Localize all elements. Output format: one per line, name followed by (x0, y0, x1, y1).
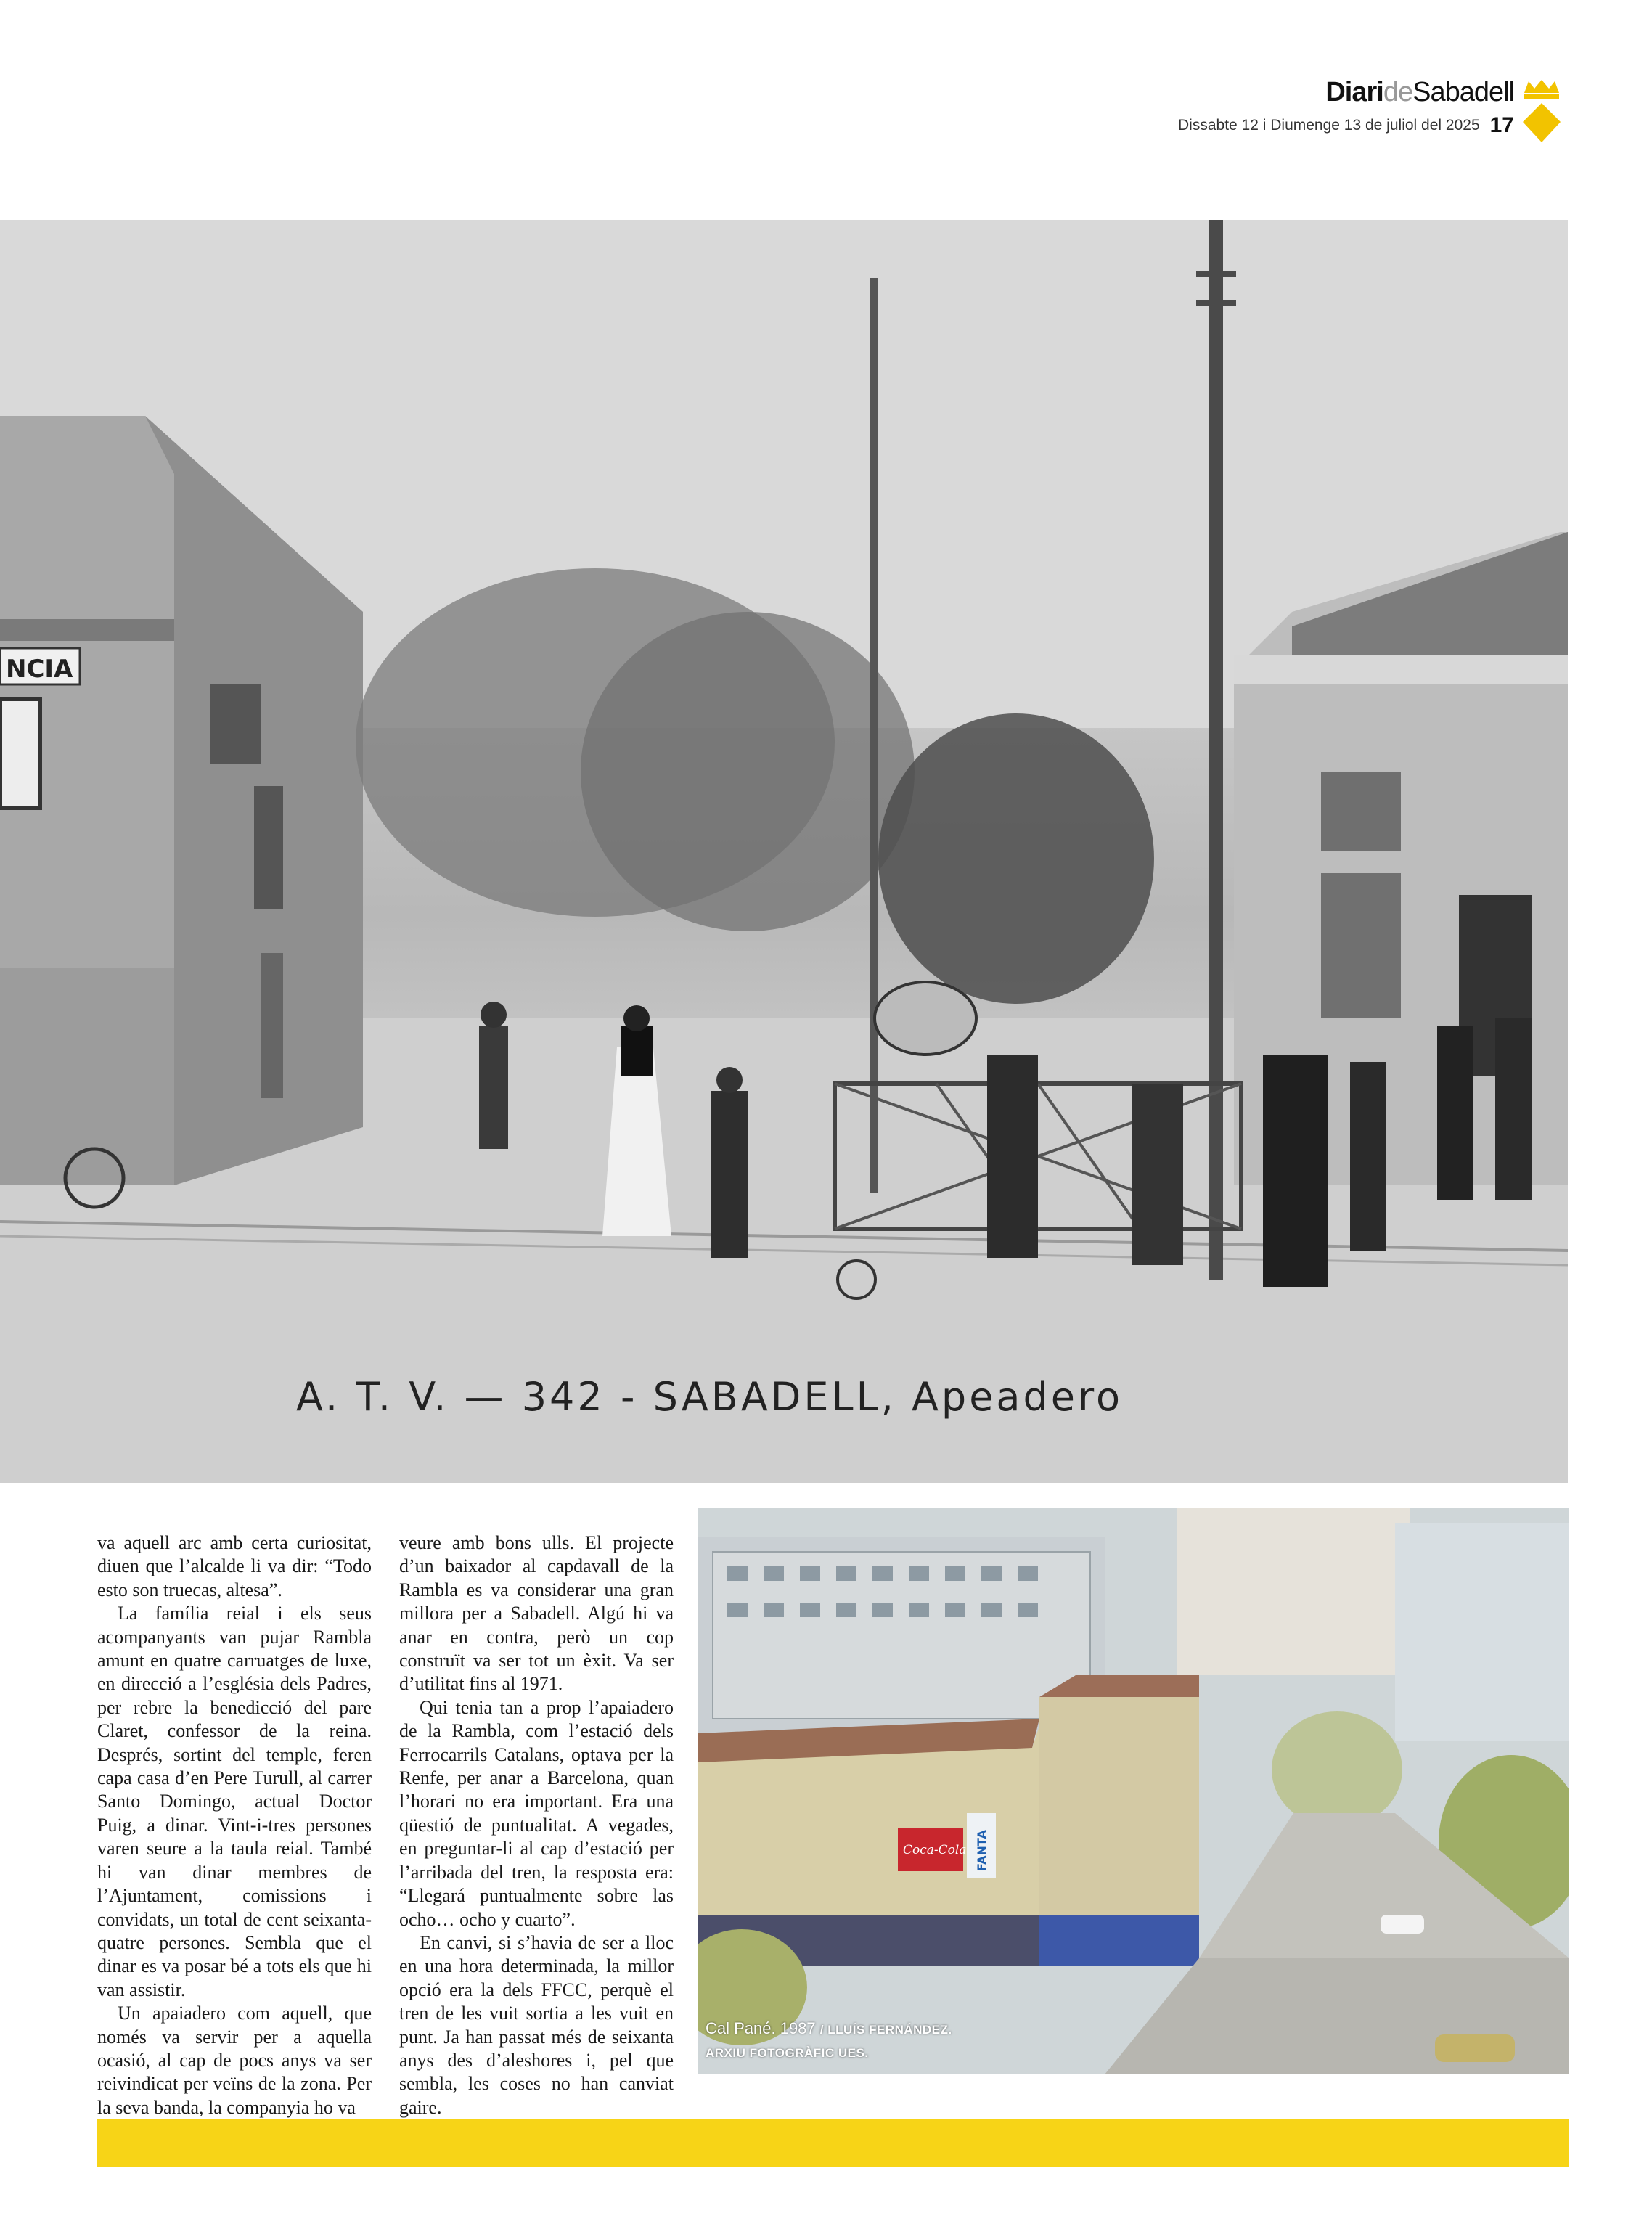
brand-part2: de (1383, 77, 1413, 107)
postcard-caption: A. T. V. — 342 - SABADELL, Apeadero (296, 1374, 1124, 1420)
article-paragraph: va aquell arc amb certa curiositat, diuen que l’alcalde li va dir: “Todo esto son truecas, altesa”. (97, 1532, 372, 1600)
main-photo-drawing (0, 220, 1568, 1483)
article-paragraph: Un apaiadero com aquell, que només va servir per a aquella ocasió, al cap de pocs anys va ser reivindicat per veïns de la zona. Per la seva banda, la companyia ho va (97, 2003, 372, 2118)
cocacola-sign-text: Coca-Cola (903, 1843, 967, 1857)
photo-cal-pane-drawing (698, 1508, 1569, 2074)
brand-part1: Diari (1325, 77, 1383, 107)
masthead (1325, 78, 1514, 106)
brand-part3: Sabadell (1412, 77, 1514, 107)
article-paragraph: Qui tenia tan a prop l’apaiadero de la Rambla, com l’estació dels Ferrocarrils Catalans, optava per la Renfe, per anar a Barcelona, quan l’horari no era important. Era una qüestió de puntualitat. A vegades, en preguntar-li al cap d’estació per l’arribada del tren, la resposta era: “Llegará puntualmente sobre las ocho… ocho y cuarto”. (399, 1696, 674, 1930)
dateline (1178, 113, 1514, 138)
footer-accent-bar (97, 2119, 1569, 2167)
crest-icon (1518, 78, 1565, 144)
article-column-1 (97, 1531, 372, 2119)
fanta-sign-text: FANTA (975, 1830, 989, 1871)
main-photo-apeadero (0, 220, 1568, 1483)
newspaper-logo[interactable] (1325, 78, 1514, 106)
photo-credit: / LLUÍS FERNÁNDEZ. ARXIU FOTOGRÀFIC UES. (706, 2023, 952, 2060)
page-number: 17 (1489, 113, 1514, 137)
article-column-2 (399, 1531, 674, 2119)
article-paragraph: En canvi, si s’havia de ser a lloc en una hora determinada, la millor opció era la dels FFCC, perquè el tren de les vuit sortia a les vuit en punt. Ja han passat més de seixanta anys des d’aleshores i, pel que sembla, les coses no han canviat gaire. (399, 1931, 674, 2118)
article-paragraph: La família reial i els seus acompanyants van pujar Rambla amunt en quatre carruatges de luxe, en direcció a l’església dels Padres, per rebre la benedicció del pare Claret, confessor de la reina. Després, sortint del temple, feren capa casa d’en Pere Turull, al carrer Santo Domingo, actual Doctor Puig, a dinar. Vint-i-tres persones varen seure a la taula reial. També hi van dinar membres de l’Ajuntament, comissions i convidats, un total de cent seixanta-quatre persones. Sembla que el dinar es va posar bé a tots els que hi van assistir. (97, 1603, 372, 2000)
photo-cal-pane (698, 1508, 1569, 2074)
photo-caption-title: Cal Pané. 1987 (706, 2019, 816, 2037)
issue-date: Dissabte 12 i Diumenge 13 de juliol del 2025 (1178, 117, 1480, 134)
article-paragraph: veure amb bons ulls. El projecte d’un baixador al capdavall de la Rambla es va considerar una gran millora per a Sabadell. Algú hi va anar en contra, però un cop construït va ser tot un èxit. Va ser d’utilitat fins al 1971. (399, 1532, 674, 1695)
photo-caption (706, 2018, 981, 2064)
shop-sign-text: NCIA (6, 655, 73, 684)
